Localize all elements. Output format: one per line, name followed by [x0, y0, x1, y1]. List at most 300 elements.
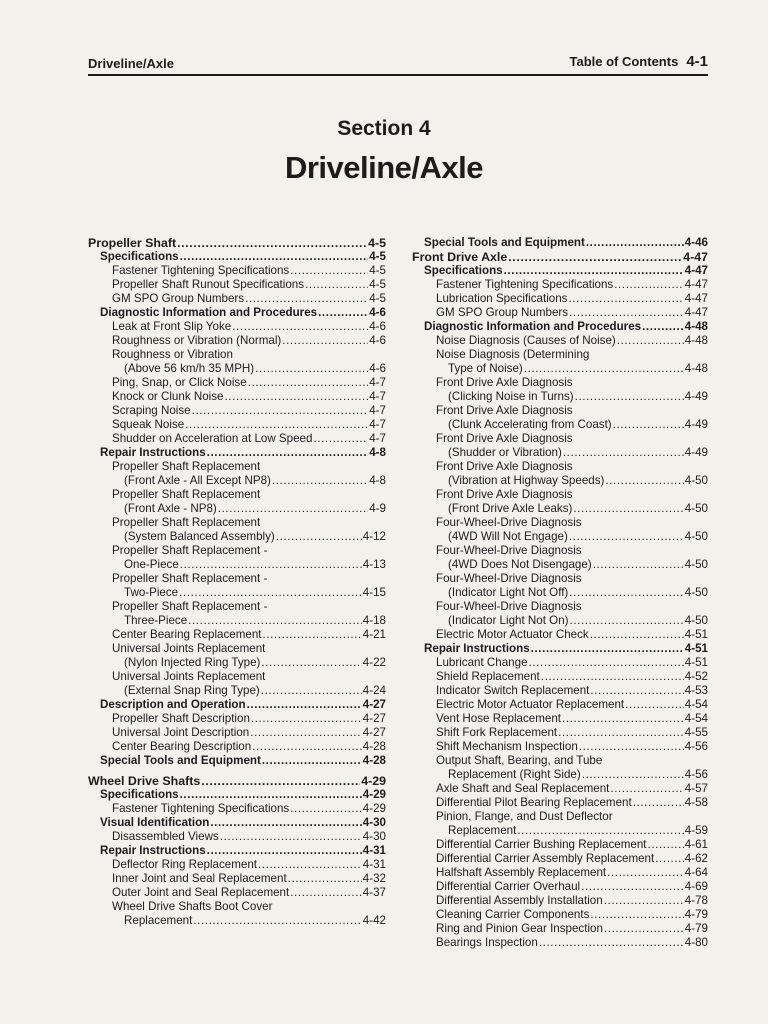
toc-entry: [88, 628, 386, 642]
toc-leader-dots: [218, 502, 368, 516]
toc-entry: [88, 446, 386, 460]
toc-entry-title: (System Balanced Assembly): [124, 530, 275, 543]
toc-entry-title: Four-Wheel-Drive Diagnosis: [436, 516, 582, 529]
toc-entry-title: Three-Piece: [124, 614, 188, 627]
toc-entry: [88, 460, 386, 474]
toc-entry-title: Universal Joint Description: [112, 726, 250, 739]
toc-entry-page: 4-6: [369, 362, 386, 375]
toc-entry-page: 4-56: [684, 740, 708, 753]
toc-entry-title: Universal Joints Replacement: [112, 642, 266, 655]
toc-leader-dots: [290, 802, 362, 816]
toc-entry-title: Lubricant Change: [436, 656, 528, 669]
toc-entry-title: (Front Axle - All Except NP8): [124, 474, 271, 487]
toc-entry-page: 4-50: [684, 474, 708, 487]
toc-entry: [88, 404, 386, 418]
toc-leader-dots: [224, 390, 368, 404]
toc-entry-title: Leak at Front Slip Yoke: [112, 320, 232, 333]
toc-entry: [88, 802, 386, 816]
toc-entry-title: Shield Replacement: [436, 670, 540, 683]
toc-entry-page: 4-6: [369, 306, 386, 319]
toc-entry: [88, 292, 386, 306]
toc-entry-title: (Vibration at Highway Speeds): [448, 474, 605, 487]
toc-entry-page: 4-15: [362, 586, 386, 599]
toc-leader-dots: [261, 656, 361, 670]
toc-leader-dots: [569, 306, 684, 320]
toc-leader-dots: [232, 320, 368, 334]
toc-entry-page: 4-7: [369, 390, 386, 403]
toc-entry-title: Disassembled Views: [112, 830, 219, 843]
toc-entry-title: Scraping Noise: [112, 404, 191, 417]
toc-entry: [412, 712, 708, 726]
toc-leader-dots: [590, 908, 683, 922]
toc-leader-dots: [262, 754, 362, 768]
toc-entry-title: Electric Motor Actuator Replacement: [436, 698, 625, 711]
toc-entry: [412, 544, 708, 558]
toc-leader-dots: [192, 404, 369, 418]
toc-entry-title: (Front Drive Axle Leaks): [448, 502, 573, 515]
toc-entry-page: 4-51: [684, 656, 708, 669]
toc-entry: [88, 614, 386, 628]
toc-entry: [88, 376, 386, 390]
toc-entry-title: Shift Mechanism Inspection: [436, 740, 578, 753]
toc-leader-dots: [582, 768, 684, 782]
toc-leader-dots: [586, 236, 684, 250]
toc-entry-page: 4-78: [684, 894, 708, 907]
toc-leader-dots: [569, 530, 684, 544]
toc-entry: [412, 264, 708, 278]
toc-leader-dots: [610, 782, 683, 796]
toc-entry-title: Four-Wheel-Drive Diagnosis: [436, 544, 582, 557]
toc-entry: [412, 936, 708, 950]
toc-entry: [88, 698, 386, 712]
toc-entry-title: Propeller Shaft Description: [112, 712, 250, 725]
toc-leader-dots: [568, 292, 683, 306]
toc-entry-title: Deflector Ring Replacement: [112, 858, 257, 871]
toc-entry: [412, 796, 708, 810]
toc-entry: [412, 278, 708, 292]
toc-entry-title: Differential Pilot Bearing Replacement: [436, 796, 632, 809]
toc-entry-title: Electric Motor Actuator Check: [436, 628, 589, 641]
toc-entry: [88, 844, 386, 858]
toc-leader-dots: [276, 530, 362, 544]
toc-leader-dots: [642, 320, 684, 334]
toc-entry: [88, 642, 386, 656]
toc-entry-title: Axle Shaft and Seal Replacement: [436, 782, 610, 795]
toc-leader-dots: [207, 844, 362, 858]
toc-entry-page: 4-52: [684, 670, 708, 683]
running-header: [88, 52, 708, 76]
toc-entry-title: (Front Axle - NP8): [124, 502, 217, 515]
toc-leader-dots: [247, 698, 362, 712]
toc-entry-title: Outer Joint and Seal Replacement: [112, 886, 290, 899]
toc-entry: [412, 740, 708, 754]
toc-entry-page: 4-49: [684, 390, 708, 403]
toc-entry-title: GM SPO Group Numbers: [112, 292, 245, 305]
toc-leader-dots: [504, 264, 684, 278]
section-title: Driveline/Axle: [284, 150, 484, 185]
toc-entry-title: Repair Instructions: [100, 446, 206, 459]
toc-entry: [88, 530, 386, 544]
toc-entry: [412, 250, 708, 264]
toc-entry: [88, 488, 386, 502]
toc-entry-title: Differential Carrier Overhaul: [436, 880, 581, 893]
toc-entry-title: Propeller Shaft Replacement -: [112, 544, 268, 557]
toc-leader-dots: [562, 712, 684, 726]
toc-entry: [88, 264, 386, 278]
toc-entry: [412, 390, 708, 404]
toc-entry-page: 4-27: [362, 726, 386, 739]
toc-entry-title: Propeller Shaft Replacement -: [112, 572, 268, 585]
toc-entry: [88, 572, 386, 586]
toc-entry: [88, 740, 386, 754]
toc-entry: [412, 236, 708, 250]
toc-entry-page: 4-42: [362, 914, 386, 927]
toc-entry: [412, 908, 708, 922]
toc-entry: [412, 838, 708, 852]
toc-leader-dots: [604, 894, 684, 908]
toc-entry: [88, 544, 386, 558]
toc-entry-page: 4-7: [369, 404, 386, 417]
toc-entry-title: Front Drive Axle: [412, 250, 508, 264]
toc-entry: [412, 642, 708, 656]
toc-entry-page: 4-50: [684, 614, 708, 627]
toc-entry-title: Diagnostic Information and Procedures: [424, 320, 642, 333]
toc-entry: [88, 886, 386, 900]
toc-entry: [412, 530, 708, 544]
header-toc-label: [570, 53, 709, 70]
toc-entry: [412, 502, 708, 516]
toc-entry: [88, 278, 386, 292]
toc-leader-dots: [633, 796, 684, 810]
toc-entry-page: 4-61: [684, 838, 708, 851]
toc-entry: [88, 816, 386, 830]
toc-entry: [412, 292, 708, 306]
toc-entry-page: 4-5: [369, 278, 386, 291]
toc-entry: [88, 656, 386, 670]
toc-entry: [88, 830, 386, 844]
toc-entry-page: 4-64: [684, 866, 708, 879]
toc-entry-title: Shift Fork Replacement: [436, 726, 558, 739]
toc-leader-dots: [207, 446, 369, 460]
toc-entry: [88, 684, 386, 698]
toc-leader-dots: [245, 292, 368, 306]
toc-leader-dots: [313, 432, 368, 446]
toc-entry: [88, 670, 386, 684]
toc-entry-title: Halfshaft Assembly Replacement: [436, 866, 607, 879]
toc-entry: [412, 432, 708, 446]
toc-leader-dots: [569, 586, 683, 600]
toc-entry-title: Wheel Drive Shafts: [88, 774, 201, 788]
toc-entry: [412, 348, 708, 362]
toc-leader-dots: [573, 502, 683, 516]
toc-entry: [412, 586, 708, 600]
toc-entry-page: 4-58: [684, 796, 708, 809]
toc-entry: [88, 586, 386, 600]
toc-entry-page: 4-28: [362, 740, 386, 753]
toc-entry-title: Replacement: [124, 914, 193, 927]
toc-leader-dots: [272, 474, 368, 488]
toc-entry-title: Shudder on Acceleration at Low Speed: [112, 432, 313, 445]
toc-entry-title: Fastener Tightening Specifications: [112, 264, 290, 277]
toc-entry: [412, 852, 708, 866]
toc-entry-page: 4-32: [362, 872, 386, 885]
toc-left-column: [88, 236, 386, 928]
toc-entry: [412, 320, 708, 334]
toc-entry: [88, 754, 386, 768]
toc-entry-page: 4-12: [362, 530, 386, 543]
toc-entry-page: 4-27: [362, 712, 386, 725]
toc-entry: [88, 250, 386, 264]
toc-entry-page: 4-6: [369, 334, 386, 347]
toc-leader-dots: [575, 390, 684, 404]
toc-entry: [88, 858, 386, 872]
toc-entry-page: 4-49: [684, 418, 708, 431]
toc-entry-title: Description and Operation: [100, 698, 246, 711]
toc-entry-title: Specifications: [424, 264, 503, 277]
toc-entry-title: (Shudder or Vibration): [448, 446, 562, 459]
toc-entry-page: 4-27: [362, 698, 386, 711]
toc-entry-page: 4-62: [684, 852, 708, 865]
toc-entry-page: 4-48: [684, 334, 708, 347]
toc-entry: [412, 376, 708, 390]
toc-entry-title: Lubrication Specifications: [436, 292, 568, 305]
toc-entry-page: 4-6: [369, 320, 386, 333]
toc-entry: [412, 362, 708, 376]
toc-entry-title: Differential Carrier Assembly Replacement: [436, 852, 655, 865]
toc-entry-title: Front Drive Axle Diagnosis: [436, 460, 573, 473]
toc-leader-dots: [570, 614, 684, 628]
toc-entry-page: 4-50: [684, 558, 708, 571]
toc-entry: [412, 684, 708, 698]
toc-entry-title: Visual Identification: [100, 816, 210, 829]
toc-entry-title: Four-Wheel-Drive Diagnosis: [436, 572, 582, 585]
toc-leader-dots: [541, 670, 684, 684]
toc-leader-dots: [188, 614, 362, 628]
toc-entry: [412, 404, 708, 418]
toc-entry-page: 4-18: [362, 614, 386, 627]
toc-leader-dots: [508, 250, 682, 264]
toc-entry-page: 4-48: [684, 362, 708, 375]
toc-leader-dots: [590, 628, 684, 642]
toc-entry: [412, 824, 708, 838]
header-page-number: 4-1: [686, 53, 708, 70]
toc-leader-dots: [305, 278, 368, 292]
toc-entry: [88, 900, 386, 914]
toc-leader-dots: [193, 914, 361, 928]
toc-entry-page: 4-47: [684, 278, 708, 291]
toc-entry: [412, 768, 708, 782]
toc-entry: [88, 390, 386, 404]
toc-entry-title: Specifications: [100, 788, 179, 801]
toc-entry-title: Ring and Pinion Gear Inspection: [436, 922, 603, 935]
toc-entry-title: Roughness or Vibration (Normal): [112, 334, 282, 347]
toc-entry-title: Cleaning Carrier Components: [436, 908, 590, 921]
toc-entry: [88, 558, 386, 572]
toc-leader-dots: [201, 774, 360, 788]
toc-entry-title: Front Drive Axle Diagnosis: [436, 432, 573, 445]
toc-entry-title: Differential Assembly Installation: [436, 894, 603, 907]
toc-entry-page: 4-8: [369, 446, 386, 459]
toc-entry-title: Fastener Tightening Specifications: [112, 802, 290, 815]
toc-entry-title: Propeller Shaft Replacement: [112, 488, 261, 501]
toc-entry-title: Pinion, Flange, and Dust Deflector: [436, 810, 613, 823]
toc-entry-title: Special Tools and Equipment: [424, 236, 585, 249]
toc-entry-title: Replacement (Right Side): [448, 768, 581, 781]
toc-entry: [412, 446, 708, 460]
toc-entry: [88, 236, 386, 250]
toc-entry-page: 4-59: [684, 824, 708, 837]
toc-leader-dots: [648, 838, 684, 852]
toc-entry-title: Special Tools and Equipment: [100, 754, 261, 767]
toc-entry: [412, 726, 708, 740]
toc-entry-page: 4-47: [684, 306, 708, 319]
toc-entry-page: 4-79: [684, 922, 708, 935]
toc-entry-page: 4-7: [369, 418, 386, 431]
toc-entry-title: Diagnostic Information and Procedures: [100, 306, 318, 319]
toc-leader-dots: [263, 628, 362, 642]
toc-entry-page: 4-54: [684, 712, 708, 725]
toc-leader-dots: [180, 250, 369, 264]
toc-entry-page: 4-22: [362, 656, 386, 669]
toc-entry-title: Replacement: [448, 824, 517, 837]
toc-entry-page: 4-31: [362, 858, 386, 871]
toc-entry-page: 4-47: [684, 292, 708, 305]
toc-leader-dots: [517, 824, 683, 838]
toc-entry-page: 4-46: [684, 236, 708, 249]
toc-leader-dots: [258, 858, 362, 872]
toc-entry-page: 4-37: [362, 886, 386, 899]
toc-entry: [412, 614, 708, 628]
toc-entry-title: Roughness or Vibration: [112, 348, 233, 361]
toc-entry: [412, 754, 708, 768]
toc-entry-title: Fastener Tightening Specifications: [436, 278, 614, 291]
toc-entry: [412, 894, 708, 908]
toc-entry: [412, 866, 708, 880]
header-section-name: Driveline/Axle: [88, 56, 174, 71]
toc-entry: [88, 362, 386, 376]
toc-entry: [88, 872, 386, 886]
toc-leader-dots: [590, 684, 683, 698]
toc-leader-dots: [655, 852, 684, 866]
toc-entry-title: Front Drive Axle Diagnosis: [436, 376, 573, 389]
toc-entry: [412, 698, 708, 712]
toc-entry: [88, 432, 386, 446]
toc-entry: [88, 516, 386, 530]
toc-entry: [412, 670, 708, 684]
toc-leader-dots: [605, 474, 683, 488]
toc-entry: [88, 600, 386, 614]
toc-leader-dots: [290, 264, 368, 278]
toc-entry-title: Type of Noise): [448, 362, 523, 375]
toc-entry-title: Repair Instructions: [424, 642, 530, 655]
toc-entry-title: Specifications: [100, 250, 179, 263]
toc-entry-page: 4-80: [684, 936, 708, 949]
toc-leader-dots: [252, 740, 362, 754]
toc-entry: [88, 320, 386, 334]
toc-leader-dots: [250, 726, 362, 740]
toc-entry-page: 4-24: [362, 684, 386, 697]
toc-entry: [412, 306, 708, 320]
toc-leader-dots: [255, 362, 368, 376]
toc-entry-title: Indicator Switch Replacement: [436, 684, 590, 697]
toc-entry-page: 4-31: [362, 844, 386, 857]
toc-entry: [412, 460, 708, 474]
toc-entry-page: 4-5: [369, 250, 386, 263]
toc-entry: [88, 774, 386, 788]
toc-entry: [88, 418, 386, 432]
toc-entry: [412, 922, 708, 936]
toc-entry-title: Noise Diagnosis (Causes of Noise): [436, 334, 616, 347]
toc-entry-page: 4-30: [362, 830, 386, 843]
toc-entry-page: 4-7: [369, 432, 386, 445]
toc-entry-title: Universal Joints Replacement: [112, 670, 266, 683]
toc-entry-title: One-Piece: [124, 558, 179, 571]
toc-entry-page: 4-9: [369, 502, 386, 515]
toc-entry-title: Front Drive Axle Diagnosis: [436, 488, 573, 501]
toc-entry: [412, 656, 708, 670]
toc-entry-title: (Indicator Light Not On): [448, 614, 569, 627]
toc-entry-page: 4-13: [362, 558, 386, 571]
toc-right-column: [412, 236, 708, 950]
toc-entry: [88, 726, 386, 740]
toc-leader-dots: [318, 306, 368, 320]
toc-entry-title: (Clicking Noise in Turns): [448, 390, 574, 403]
toc-entry-page: 4-21: [362, 628, 386, 641]
toc-entry-title: Output Shaft, Bearing, and Tube: [436, 754, 603, 767]
toc-entry-title: (Indicator Light Not Off): [448, 586, 569, 599]
toc-leader-dots: [251, 712, 362, 726]
toc-entry-title: Ping, Snap, or Click Noise: [112, 376, 247, 389]
toc-leader-dots: [581, 880, 684, 894]
toc-leader-dots: [290, 886, 362, 900]
toc-entry-page: 4-50: [684, 530, 708, 543]
toc-entry: [412, 628, 708, 642]
toc-entry: [88, 474, 386, 488]
toc-entry-title: Propeller Shaft: [88, 236, 177, 250]
toc-entry: [88, 348, 386, 362]
toc-entry: [412, 474, 708, 488]
toc-entry-page: 4-49: [684, 446, 708, 459]
toc-entry-page: 4-5: [369, 292, 386, 305]
toc-leader-dots: [539, 936, 684, 950]
toc-entry-page: 4-79: [684, 908, 708, 921]
toc-entry-title: (4WD Will Not Engage): [448, 530, 568, 543]
toc-entry-title: (Above 56 km/h 35 MPH): [124, 362, 255, 375]
toc-leader-dots: [220, 830, 362, 844]
toc-entry-page: 4-29: [361, 774, 386, 788]
toc-entry-title: Propeller Shaft Replacement: [112, 516, 261, 529]
toc-leader-dots: [177, 236, 367, 250]
toc-entry-page: 4-69: [684, 880, 708, 893]
toc-entry: [412, 572, 708, 586]
toc-entry-page: 4-57: [684, 782, 708, 795]
toc-entry: [412, 516, 708, 530]
toc-entry-title: (Clunk Accelerating from Coast): [448, 418, 612, 431]
header-toc-text: Table of Contents: [569, 54, 679, 69]
toc-leader-dots: [531, 642, 684, 656]
toc-entry-page: 4-30: [362, 816, 386, 829]
toc-entry: [88, 914, 386, 928]
toc-leader-dots: [529, 656, 684, 670]
section-label: Section 4: [337, 117, 431, 140]
toc-leader-dots: [579, 740, 684, 754]
toc-entry-page: 4-53: [684, 684, 708, 697]
toc-entry: [412, 558, 708, 572]
toc-entry-title: Vent Hose Replacement: [436, 712, 562, 725]
toc-entry-page: 4-47: [683, 250, 708, 264]
toc-leader-dots: [282, 334, 368, 348]
toc-leader-dots: [179, 586, 362, 600]
